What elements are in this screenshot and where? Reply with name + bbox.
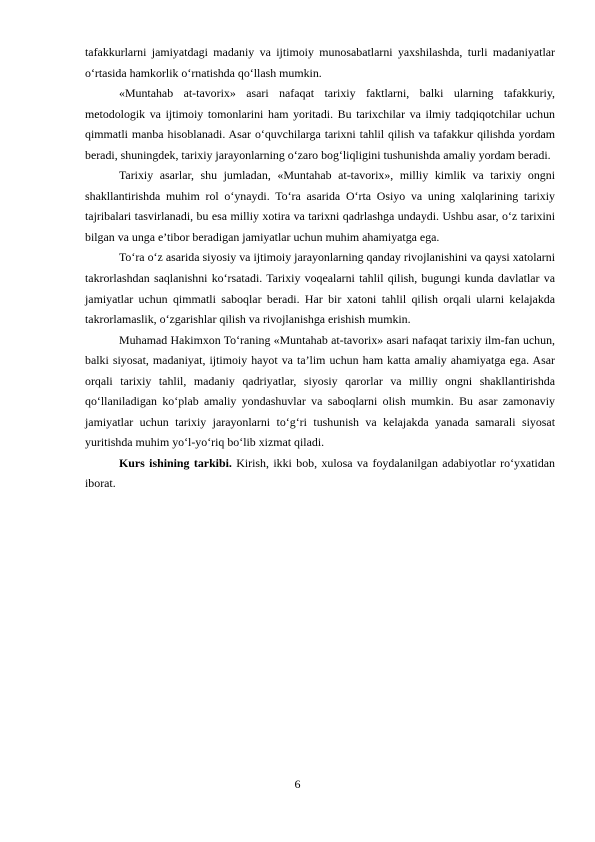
paragraph-practical-importance: Muhamad Hakimxon To‘raning «Muntahab at-tavorix» asari nafaqat tarixiy ilm-fan uchun, balki siyosat, madaniyat, ijtimoiy hayot va ta’lim uchun ham katta amaliy ahamiyatga ega. Asar orqali tarixiy tahlil, madaniy qadriyatlar, siyosiy qarorlar va milliy ongni shakllantirishda qo‘llaniladigan ko‘plab amaliy yondashuvlar va saboqlarni olish mumkin. Bu asar zamonaviy jamiyatlar uchun tarixiy jarayonlarni to‘g‘ri tushunish va kelajakda yanada samarali siyosat yuritishda muhim yo‘l-yo‘riq bo‘lib xizmat qiladi. [85, 332, 555, 450]
paragraph-course-structure [85, 453, 555, 494]
paragraph-political-lessons: To‘ra o‘z asarida siyosiy va ijtimoiy jarayonlarning qanday rivojlanishini va qaysi xatolarni takrorlashdan saqlanishni ko‘rsatadi. Tarixiy voqealarni tahlil qilish, bugungi kunda davlatlar va jamiyatlar uchun qimmatli saboqlar beradi. Har bir xatoni tahlil qilish orqali ularni kelajakda takrorlamaslik, o‘zgarishlar qilish va rivojlanishga erishish mumkin. [85, 250, 555, 327]
paragraph-national-identity: Tarixiy asarlar, shu jumladan, «Muntahab at-tavorix», milliy kimlik va tarixiy ongni shakllantirishda muhim rol o‘ynaydi. To‘ra asarida O‘rta Osiyo va uning xalqlarining tarixiy tajribalari tasvirlanadi, bu esa milliy xotira va tarixni qadrlashga undaydi. Ushbu asar, o‘z tarixini bilgan va unga e’tibor beradigan jamiyatlar uchun muhim ahamiyatga ega. [85, 168, 555, 244]
paragraph-muntahab-significance: «Muntahab at-tavorix» asari nafaqat tarixiy faktlarni, balki ularning tafakkuriy, metodologik va ijtimoiy tomonlarini ham yoritadi. Bu tarixchilar va ilmiy tadqiqotchilar uchun qimmatli manba hisoblanadi. Asar o‘quvchilarga tarixni tahlil qilish va tafakkur qilishda yordam beradi, shuningdek, tarixiy jarayonlarning o‘zaro bog‘liqligini tushunishda amaliy yordam beradi. [85, 86, 555, 162]
page-number: 6 [294, 777, 301, 791]
document-body [85, 42, 555, 494]
paragraph-continuation: tafakkurlarni jamiyatdagi madaniy va ijtimoiy munosabatlarni yaxshilashda, turli madaniyatlar o‘rtasida hamkorlik o‘rnatishda qo‘llash mumkin. [85, 45, 555, 80]
course-structure-heading: Kurs ishining tarkibi. [119, 455, 232, 470]
course-structure-text: Kirish, ikki bob, xulosa va foydalanilgan adabiyotlar ro‘yxatidan iborat. [85, 455, 555, 491]
